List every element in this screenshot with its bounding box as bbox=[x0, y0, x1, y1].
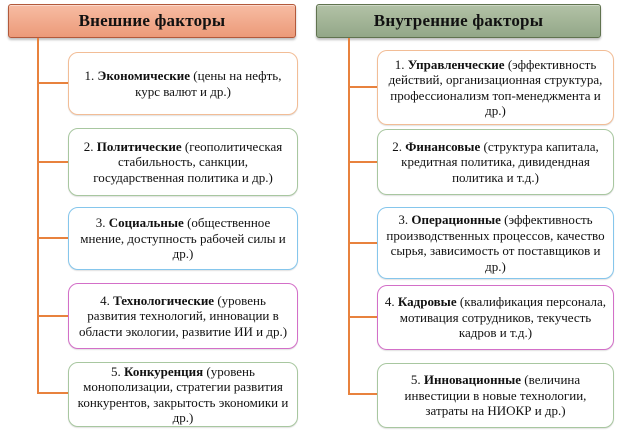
factor-box-innovation bbox=[377, 363, 614, 428]
connector-branch-internal-1 bbox=[348, 86, 377, 88]
factor-box-text: 1. Управленческие (эффективность действий, организационная структура, профессионализм топ-менеджмента и др.) bbox=[388, 56, 603, 118]
factor-box-social bbox=[68, 207, 298, 270]
connector-branch-external-2 bbox=[37, 161, 68, 163]
factor-box-competition bbox=[68, 362, 298, 427]
factor-box-text: 5. Конкуренция (уровень монополизации, стратегии развития конкурентов, закрытость экономики и др.) bbox=[77, 363, 289, 425]
internal-factors-header bbox=[316, 4, 601, 38]
factor-box-economic bbox=[68, 52, 298, 115]
connector-vertical-external bbox=[37, 38, 39, 394]
connector-branch-internal-2 bbox=[348, 161, 377, 163]
connector-branch-external-4 bbox=[37, 315, 68, 317]
factor-box-text: 3. Социальные (общественное мнение, доступность рабочей силы и др.) bbox=[80, 215, 286, 262]
factor-box-financial bbox=[377, 129, 614, 195]
factor-box-text: 5. Инновационные (величина инвестиции в новые технологии, затраты на НИОКР и др.) bbox=[404, 372, 587, 419]
factor-box-managerial bbox=[377, 50, 614, 125]
external-factors-title: Внешние факторы bbox=[78, 11, 226, 30]
factor-box-operational bbox=[377, 207, 614, 279]
connector-branch-external-3 bbox=[37, 237, 68, 239]
factor-box-text: 4. Кадровые (квалификация персонала, мотивация сотрудников, текучесть кадров и т.д.) bbox=[384, 294, 607, 341]
external-factors-header bbox=[8, 4, 296, 38]
factor-box-personnel bbox=[377, 285, 614, 350]
factor-box-text: 4. Технологические (уровень развития технологий, инновации в области экологии, развитие ИИ и др.) bbox=[78, 292, 288, 339]
factor-box-political bbox=[68, 128, 298, 196]
factor-box-text: 2. Финансовые (структура капитала, кредитная политика, дивидендная политика и т.д.) bbox=[392, 138, 599, 185]
connector-branch-internal-5 bbox=[348, 393, 377, 395]
connector-branch-external-5 bbox=[37, 392, 68, 394]
internal-factors-title: Внутренние факторы bbox=[373, 11, 544, 30]
factor-box-text: 3. Операционные (эффективность производственных процессов, качество сырья, зависимость от поставщиков и др.) bbox=[386, 212, 605, 274]
connector-branch-internal-4 bbox=[348, 316, 377, 318]
connector-branch-internal-3 bbox=[348, 242, 377, 244]
factor-box-technological bbox=[68, 283, 298, 349]
factor-box-text: 2. Политические (геополитическая стабильность, санкции, государственная политика и др.) bbox=[83, 138, 283, 185]
connector-vertical-internal bbox=[348, 38, 350, 395]
connector-branch-external-1 bbox=[37, 82, 68, 84]
factor-box-text: 1. Экономические (цены на нефть, курс валют и др.) bbox=[84, 68, 282, 99]
